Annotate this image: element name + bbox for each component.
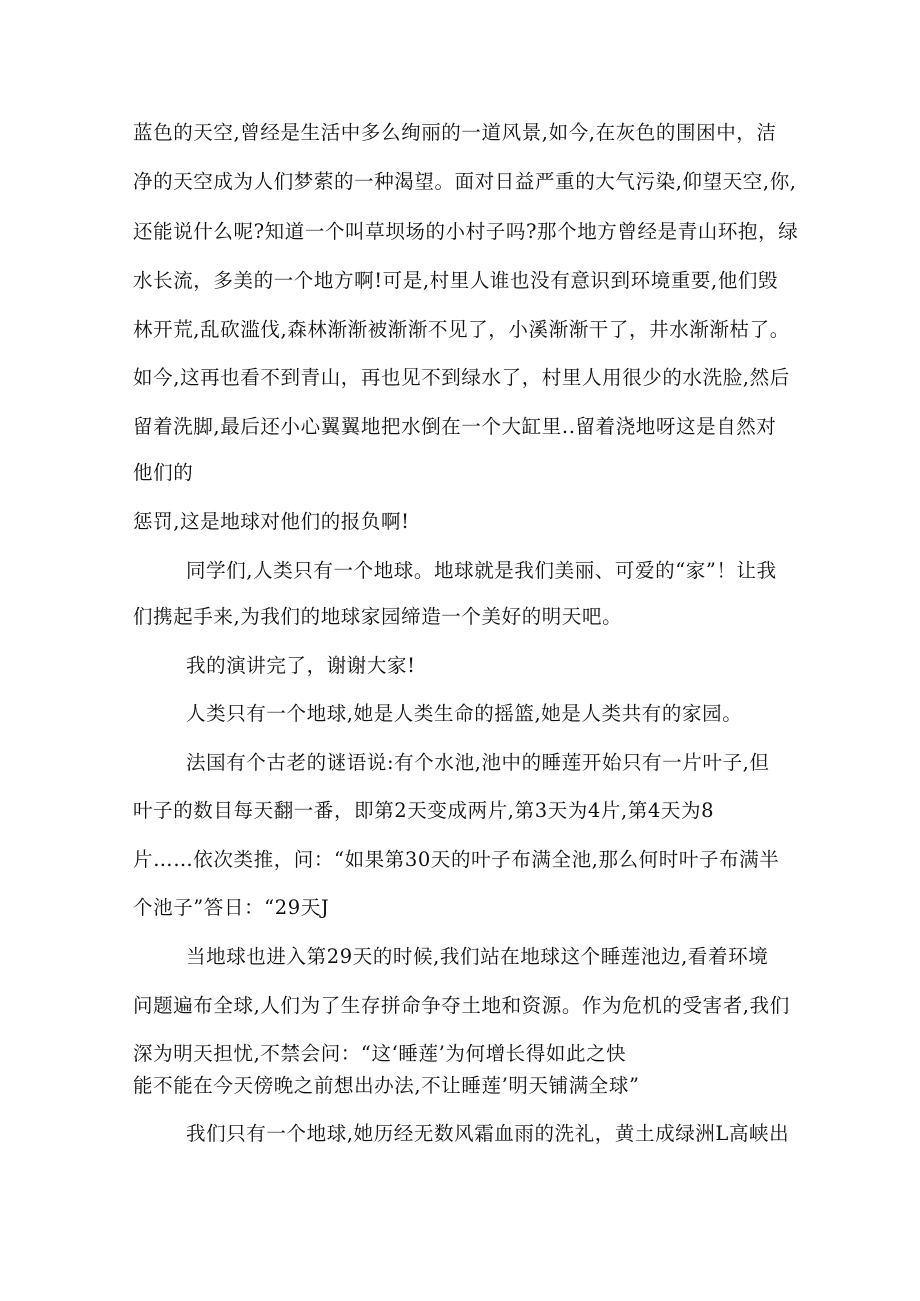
text-line: 问题遍布全球,人们为了生存拼命争夺土地和资源。作为危机的受害者,我们 (133, 994, 790, 1017)
text-line: 如今,这再也看不到青山，再也见不到绿水了，村里人用很少的水洗脸,然后 (133, 366, 790, 389)
text-line: 留着洗脚,最后还小心翼翼地把水倒在一个大缸里..留着浇地呀这是自然对 (133, 415, 777, 438)
text-line: 深为明天担忧,不禁会问：“这‘睡莲’为何增长得如此之快 (133, 1042, 627, 1065)
paragraph-line: 法国有个古老的谜语说:有个水池,池中的睡莲开始只有一片叶子,但 (186, 751, 770, 774)
text-line: 水长流，多美的一个地方啊!可是,村里人谁也没有意识到环境重要,他们毁 (133, 269, 779, 292)
text-line: 还能说什么呢?知道一个叫草坝场的小村子吗?那个地方曾经是青山环抱，绿 (133, 220, 799, 243)
text-line: 们携起手来,为我们的地球家园缔造一个美好的明天吧。 (133, 605, 623, 628)
text-line: 叶子的数目每天翻一番，即第2天变成两片,第3天为4片,第4天为8 (133, 799, 715, 822)
text-line: 林开荒,乱砍滥伐,森林渐渐被渐渐不见了，小溪渐渐干了，井水渐渐枯了。 (133, 318, 790, 341)
text-line: 片……依次类推，问：“如果第30天的叶子布满全池,那么何时叶子布满半 (133, 848, 780, 871)
paragraph-line: 我的演讲完了，谢谢大家! (186, 654, 416, 677)
text-line: 惩罚,这是地球对他们的报负啊! (133, 510, 410, 533)
text-line: 他们的 (133, 461, 194, 484)
paragraph-line: 当地球也进入第29天的时候,我们站在地球这个睡莲池边,看着环境 (186, 945, 769, 968)
paragraph-line: 同学们,人类只有一个地球。地球就是我们美丽、可爱的“家”！让我 (186, 559, 777, 582)
paragraph-line: 我们只有一个地球,她历经无数风霜血雨的洗礼，黄土成绿洲L高峡出 (186, 1122, 790, 1145)
text-line: 净的天空成为人们梦萦的一种渴望。面对日益严重的大气污染,仰望天空,你, (133, 170, 797, 193)
text-line: 个池子”答日：“29天J (133, 896, 330, 919)
paragraph-line: 人类只有一个地球,她是人类生命的摇篮,她是人类共有的家园。 (186, 702, 743, 725)
text-line: 蓝色的天空,曾经是生活中多么绚丽的一道风景,如今,在灰色的围困中，洁 (133, 121, 777, 144)
text-line: 能不能在今天傍晚之前想出办法,不让睡莲’明天铺满全球” (133, 1074, 640, 1097)
